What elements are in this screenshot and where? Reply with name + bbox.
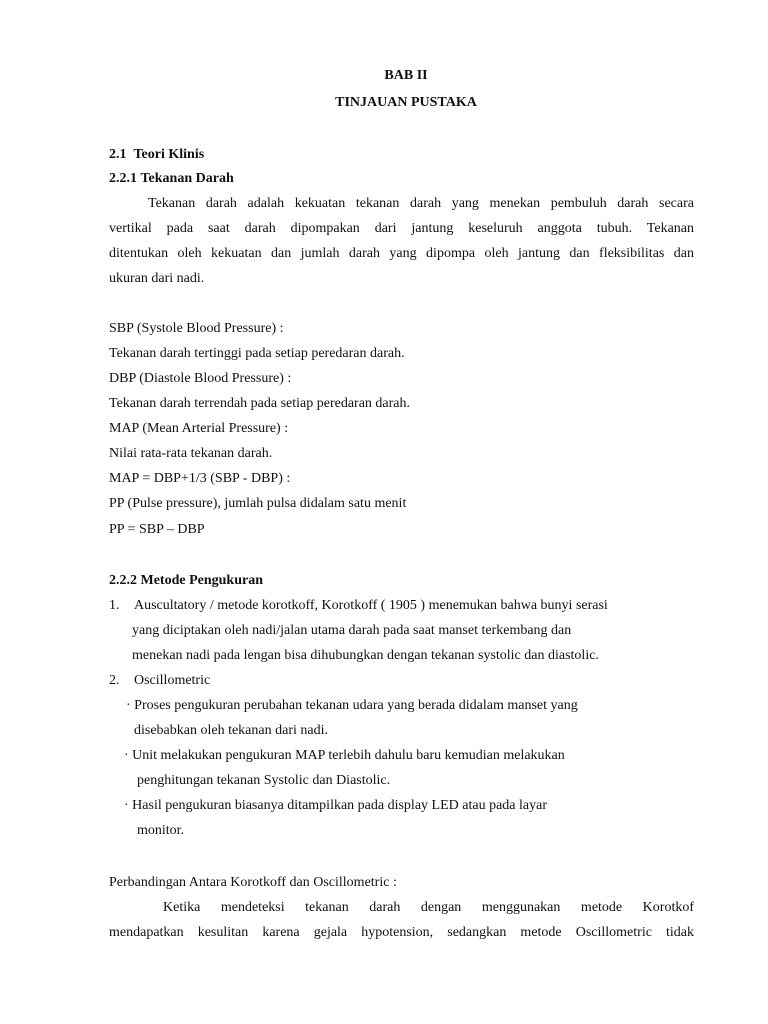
- section-2-2-2-heading: [109, 572, 263, 590]
- section-title: Metode Pengukuran: [140, 573, 263, 588]
- paragraph-line: Tekanan darah adalah kekuatan tekanan darah yang menekan pembuluh darah secara: [148, 196, 694, 211]
- definition-line: DBP (Diastole Blood Pressure) :: [109, 371, 292, 386]
- bullet-text: disebabkan oleh tekanan dari nadi.: [134, 723, 328, 738]
- method-item-1: [109, 597, 608, 615]
- section-2-2-1-heading: [109, 170, 234, 188]
- bullet-text: Hasil pengukuran biasanya ditampilkan pada display LED atau pada layar: [132, 798, 547, 813]
- section-2-1-heading: [109, 146, 204, 164]
- paragraph-line: vertikal pada saat darah dipompakan dari jantung keseluruh anggota tubuh. Tekanan: [109, 221, 694, 236]
- paragraph-line: ukuran dari nadi.: [109, 271, 205, 286]
- bullet-text: penghitungan tekanan Systolic dan Diastolic.: [137, 773, 391, 788]
- list-number: 2.: [109, 673, 120, 688]
- definition-line: MAP = DBP+1/3 (SBP - DBP) :: [109, 471, 291, 486]
- bullet-item: [126, 697, 578, 715]
- definition-line: PP = SBP – DBP: [109, 522, 205, 537]
- chapter-number: BAB II: [384, 68, 428, 83]
- section-title: Teori Klinis: [133, 147, 205, 162]
- bullet-text: Proses pengukuran perubahan tekanan udara yang berada didalam manset yang: [134, 698, 578, 713]
- definition-line: Tekanan darah terrendah pada setiap peredaran darah.: [109, 396, 411, 411]
- list-text: Auscultatory / metode korotkoff, Korotkoff ( 1905 ) menemukan bahwa bunyi serasi: [134, 598, 608, 613]
- chapter-title: TINJAUAN PUSTAKA: [335, 95, 477, 110]
- bullet-icon: ·: [124, 798, 129, 813]
- definition-line: Nilai rata-rata tekanan darah.: [109, 446, 273, 461]
- paragraph-line: mendapatkan kesulitan karena gejala hypotension, sedangkan metode Oscillometric tidak: [109, 925, 694, 940]
- list-text: menekan nadi pada lengan bisa dihubungkan dengan tekanan systolic dan diastolic.: [132, 648, 599, 663]
- definition-line: PP (Pulse pressure), jumlah pulsa didalam satu menit: [109, 496, 407, 511]
- paragraph-line: Ketika mendeteksi tekanan darah dengan menggunakan metode Korotkof: [163, 900, 694, 915]
- definition-line: Tekanan darah tertinggi pada setiap peredaran darah.: [109, 346, 405, 361]
- bullet-item: [124, 797, 547, 815]
- section-title: Tekanan Darah: [140, 171, 234, 186]
- bullet-text: monitor.: [137, 823, 185, 838]
- list-text: Oscillometric: [134, 673, 211, 688]
- method-item-2: [109, 672, 210, 690]
- list-text: yang diciptakan oleh nadi/jalan utama darah pada saat manset terkembang dan: [132, 623, 572, 638]
- section-number: 2.1: [109, 147, 127, 162]
- bullet-icon: ·: [126, 698, 131, 713]
- paragraph-line: ditentukan oleh kekuatan dan jumlah darah yang dipompa oleh jantung dan fleksibilitas dan: [109, 246, 694, 261]
- bullet-text: Unit melakukan pengukuran MAP terlebih dahulu baru kemudian melakukan: [132, 748, 565, 763]
- section-number: 2.2.1: [109, 171, 137, 186]
- list-number: 1.: [109, 598, 120, 613]
- definition-line: MAP (Mean Arterial Pressure) :: [109, 421, 289, 436]
- definition-line: SBP (Systole Blood Pressure) :: [109, 321, 284, 336]
- section-number: 2.2.2: [109, 573, 137, 588]
- bullet-icon: ·: [124, 748, 129, 763]
- bullet-item: [124, 747, 565, 765]
- comparison-heading: Perbandingan Antara Korotkoff dan Oscillometric :: [109, 875, 397, 890]
